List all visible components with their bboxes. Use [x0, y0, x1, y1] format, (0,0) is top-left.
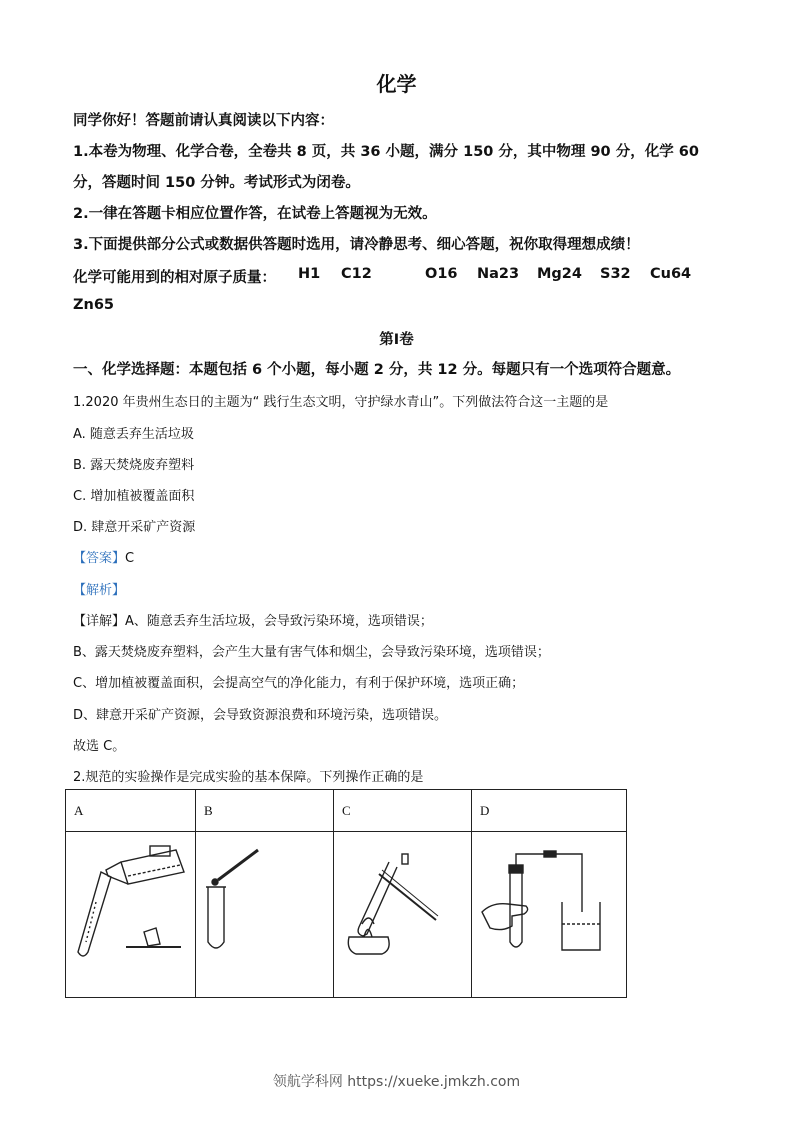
intro-greeting: 同学你好！答题前请认真阅读以下内容：: [73, 113, 334, 129]
answer-tag: 【答案】: [73, 551, 126, 566]
analysis-tag: 【解析】: [73, 583, 126, 598]
question-1-stem: 1.2020 年贵州生态日的主题为“ 践行生态文明，守护绿水青山”。下列做法符合这一主题的是: [73, 395, 609, 410]
question-1-option-b: B. 露天焚烧废弃塑料: [73, 458, 195, 473]
detail-line-b: B、露天焚烧废弃塑料，会产生大量有害气体和烟尘，会导致污染环境，选项错误；: [73, 645, 550, 660]
atomic-mass-s: S32: [600, 266, 631, 282]
pouring-liquid-icon: [66, 832, 195, 997]
atomic-mass-o: O16: [425, 266, 458, 282]
detail-line-a: [73, 610, 433, 629]
question-2-stem: 2.规范的实验操作是完成实验的基本保障。下列操作正确的是: [73, 770, 424, 785]
option-d-label: D: [472, 790, 627, 832]
detail-line-d: D、肆意开采矿产资源，会导致资源浪费和环境污染，选项错误。: [73, 708, 448, 723]
part-heading: 一、化学选择题：本题包括 6 个小题，每小题 2 分，共 12 分。每题只有一个选项符合题意。: [73, 362, 681, 378]
atomic-mass-c: C12: [341, 266, 372, 282]
detail-a: A、随意丢弃生活垃圾，会导致污染环境，选项错误；: [125, 614, 433, 629]
atomic-mass-zn: Zn65: [73, 297, 115, 313]
conclusion: 故选 C。: [73, 739, 126, 754]
atomic-mass-h: H1: [298, 266, 321, 282]
test-tube-dropper-icon: [196, 832, 333, 997]
atomic-mass-mg: Mg24: [537, 266, 582, 282]
intro-rule-3: 3.下面提供部分公式或数据供答题时选用，请冷静思考、细心答题，祝你取得理想成绩！: [73, 237, 640, 253]
intro-rule-2: 2.一律在答题卡相应位置作答，在试卷上答题视为无效。: [73, 206, 437, 222]
page-title: 化学: [376, 72, 417, 96]
airtightness-check-icon: [472, 832, 626, 997]
atomic-mass-na: Na23: [477, 266, 520, 282]
footer-watermark: 领航学科网 https://xueke.jmkzh.com: [272, 1074, 521, 1090]
option-a-image: [66, 832, 196, 998]
option-c-image: [334, 832, 472, 998]
section-title: 第Ⅰ卷: [379, 332, 414, 348]
atomic-mass-row: [73, 266, 733, 286]
option-c-label: C: [334, 790, 472, 832]
atomic-mass-cu: Cu64: [650, 266, 692, 282]
detail-tag: 【详解】: [73, 614, 126, 629]
intro-rule-1-line-2: 分，答题时间 150 分钟。考试形式为闭卷。: [73, 175, 360, 191]
answer-value: C: [125, 551, 135, 566]
option-a-label: A: [66, 790, 196, 832]
atomic-mass-label: 化学可能用到的相对原子质量：: [73, 270, 276, 286]
intro-rule-1-line-1: 1.本卷为物理、化学合卷，全卷共 8 页，共 36 小题，满分 150 分，其中物理 90 分，化学 60: [73, 144, 699, 160]
question-1-option-d: D. 肆意开采矿产资源: [73, 520, 196, 535]
question-1-option-c: C. 增加植被覆盖面积: [73, 489, 195, 504]
option-d-image: [472, 832, 627, 998]
answer-line: [73, 547, 134, 566]
heating-test-tube-icon: [334, 832, 471, 997]
option-b-label: B: [196, 790, 334, 832]
detail-line-c: C、增加植被覆盖面积，会提高空气的净化能力，有利于保护环境，选项正确；: [73, 676, 525, 691]
question-1-option-a: A. 随意丢弃生活垃圾: [73, 427, 194, 442]
question-2-options-table: [65, 789, 627, 998]
option-b-image: [196, 832, 334, 998]
